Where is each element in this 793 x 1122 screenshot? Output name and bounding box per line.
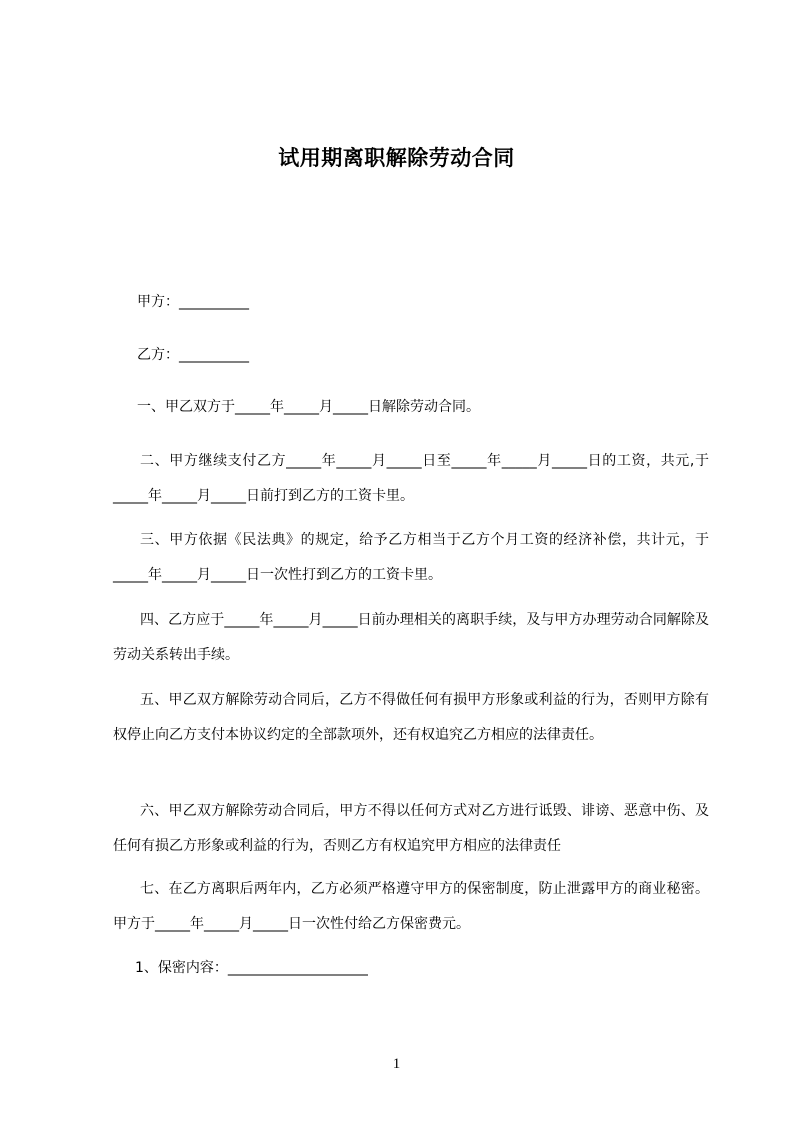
party-a-label: 甲方： <box>137 294 179 310</box>
confidential-content-line <box>113 958 731 978</box>
clause-2: 二、甲方继续支付乙方_____年_____月_____日至_____年_____月_____日的工资，共元,于_____年_____月_____日前打到乙方的工资卡里。 <box>113 453 709 504</box>
clause-1: 一、甲乙双方于_____年_____月_____日解除劳动合同。 <box>137 399 480 415</box>
party-b-label: 乙方： <box>137 347 179 363</box>
party-a-field: __________ <box>179 294 249 310</box>
clause-7: 七、在乙方离职后两年内，乙方必须严格遵守甲方的保密制度，防止泄露甲方的商业秘密。甲方于_____年_____月_____日一次性付给乙方保密费元。 <box>113 881 709 932</box>
page-number: 1 <box>392 1056 401 1072</box>
clause-4: 四、乙方应于_____年_____月_____日前办理相关的离职手续，及与甲方办理劳动合同解除及劳动关系转出手续。 <box>113 612 709 663</box>
party-b-line <box>113 345 733 365</box>
clause-3: 三、甲方依据《民法典》的规定，给予乙方相当于乙方个月工资的经济补偿，共计元，于_____年_____月_____日一次性打到乙方的工资卡里。 <box>113 532 709 583</box>
confidential-content-label: 1、保密内容： <box>135 960 228 976</box>
party-b-field: __________ <box>179 347 249 363</box>
clause-5: 五、甲乙双方解除劳动合同后，乙方不得做任何有损甲方形象或利益的行为，否则甲方除有权停止向乙方支付本协议约定的全部款项外，还有权追究乙方相应的法律责任。 <box>113 692 709 743</box>
document-title: 试用期离职解除劳动合同 <box>278 146 515 170</box>
party-a-line <box>113 292 733 312</box>
confidential-content-field: ____________________ <box>227 960 368 976</box>
clause-6: 六、甲乙双方解除劳动合同后，甲方不得以任何方式对乙方进行诋毁、诽谤、恶意中伤、及任何有损乙方形象或利益的行为，否则乙方有权追究甲方相应的法律责任 <box>113 803 709 854</box>
